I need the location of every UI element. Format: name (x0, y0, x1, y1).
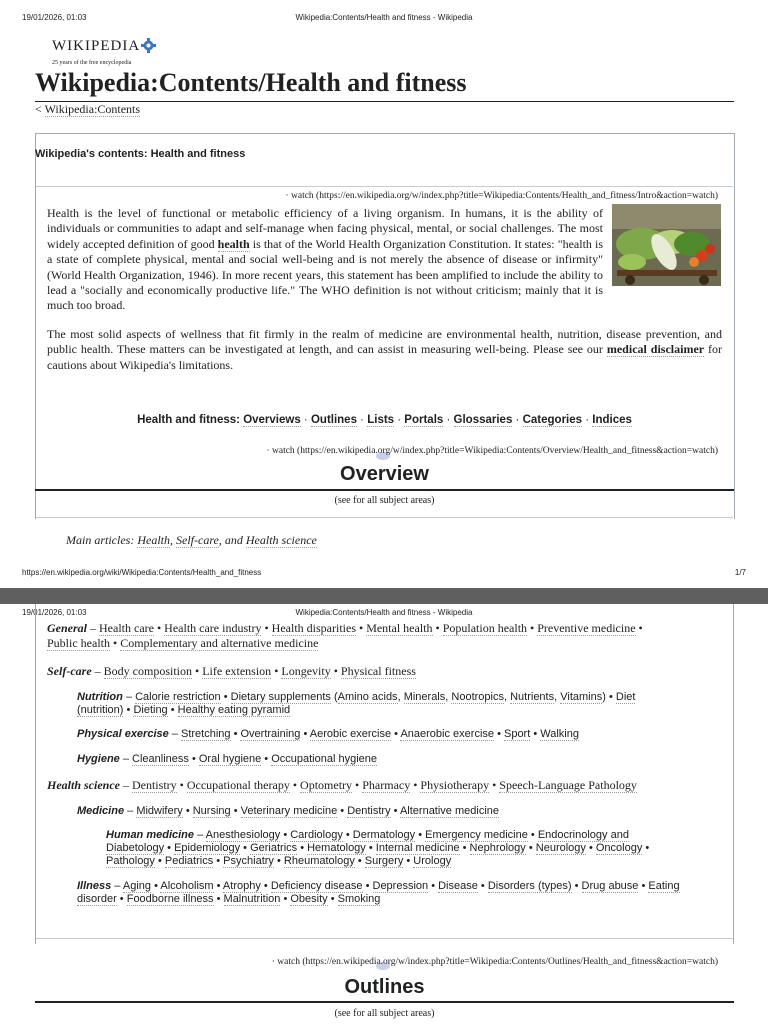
topic-link[interactable]: Aging (122, 880, 152, 892)
overview-rule (35, 489, 734, 491)
topic-link[interactable]: Depression (372, 880, 429, 892)
box-left-border (35, 604, 36, 944)
print-datetime: 19/01/2026, 01:03 (22, 13, 87, 22)
outlines-see-all[interactable]: (see for all subject areas) (334, 1008, 435, 1019)
print-page-number: 1/7 (734, 568, 746, 577)
main-article-health-science[interactable]: Health science (245, 533, 317, 547)
topic-link[interactable]: Pharmacy (362, 778, 411, 792)
box-divider (36, 186, 733, 187)
print-datetime: 19/01/2026, 01:03 (22, 608, 87, 617)
topic-link[interactable]: Stretching (180, 728, 231, 740)
topic-link[interactable]: Walking (540, 728, 579, 740)
topic-link[interactable]: Longevity (281, 664, 331, 678)
topic-label: Nutrition (77, 691, 123, 703)
topic-link[interactable]: Physical fitness (340, 664, 416, 678)
topic-link[interactable]: Sport (503, 728, 531, 740)
topic-link[interactable]: Midwifery (136, 805, 183, 817)
print-header (22, 13, 746, 22)
main-articles: Main articles: Health, Self-care, and Health science (66, 533, 317, 547)
topic-link[interactable]: Pediatrics (164, 855, 214, 867)
topic-link[interactable]: Alcoholism (160, 880, 214, 892)
topic-link[interactable]: Body composition (103, 664, 192, 678)
topic-link[interactable]: Dentistry (131, 778, 177, 792)
topic-health-science: Health science – Dentistry • Occupational therapy • Optometry • Pharmacy • Physiotherapy • Speech-Language Pathology (47, 778, 637, 792)
print-doc-title: Wikipedia:Contents/Health and fitness - Wikipedia (295, 608, 473, 617)
topic-link[interactable]: Health disparities (271, 621, 356, 635)
breadcrumb-link[interactable]: Wikipedia:Contents (44, 102, 141, 116)
topic-human-medicine-2: Diabetology • Epidemiology • Geriatrics • Hematology • Internal medicine • Nephrology • Neurology • Oncology • (106, 842, 650, 854)
topic-link[interactable]: Endocrinology and (537, 829, 629, 841)
topic-general: General – Health care • Health care industry • Health disparities • Mental health • Population health • Preventive medicine • (47, 621, 643, 635)
topic-link[interactable]: Aerobic exercise (309, 728, 392, 740)
outlines-divider (36, 938, 733, 939)
overview-heading: Overview (340, 463, 429, 485)
topic-link[interactable]: Mental health (366, 621, 433, 635)
topic-link[interactable]: Overtraining (240, 728, 301, 740)
topic-link[interactable]: Hematology (307, 842, 366, 854)
topic-link[interactable]: Disease (438, 880, 478, 892)
topic-link[interactable]: Preventive medicine (537, 621, 636, 635)
nav-outlines[interactable]: Outlines (310, 414, 357, 426)
topic-nutrition-cont: (nutrition) • Dieting • Healthy eating pyramid (77, 704, 291, 716)
topic-link[interactable]: Nephrology (469, 842, 526, 854)
topic-link[interactable]: Nootropics (451, 691, 504, 703)
cursor-highlight (376, 452, 390, 460)
print-doc-title: Wikipedia:Contents/Health and fitness - Wikipedia (295, 13, 473, 22)
topic-link[interactable]: Urology (413, 855, 452, 867)
outlines-heading: Outlines (344, 976, 425, 998)
topic-link[interactable]: Atrophy (222, 880, 261, 892)
topic-link[interactable]: Complementary and alternative medicine (120, 636, 319, 650)
logo-tagline: 25 years of the free encyclopedia (52, 60, 132, 66)
topic-link[interactable]: Amino acids (337, 691, 398, 703)
nav-overviews[interactable]: Overviews (243, 414, 301, 426)
intro-text-c: The most solid aspects of wellness that fit firmly in the realm of medicine are environmental health, nutrition, disease prevention, and public health. These matters can be investigated at length, and can assist in measuring well-being. Please see our (47, 327, 722, 357)
medical-disclaimer-link[interactable]: medical disclaimer (606, 342, 705, 357)
topic-link[interactable]: Surgery (364, 855, 404, 867)
topic-link[interactable]: Occupational therapy (186, 778, 290, 792)
hf-nav-label: Health and fitness: (137, 414, 240, 426)
print-page-2 (0, 604, 768, 1024)
contents-box-heading: Wikipedia's contents: Health and fitness (35, 148, 246, 160)
topic-link[interactable]: Dermatology (352, 829, 416, 841)
breadcrumb-prefix: < (35, 102, 45, 116)
topic-link[interactable]: Veterinary medicine (240, 805, 338, 817)
topic-link[interactable]: Cleanliness (132, 753, 189, 765)
outlines-rule (35, 1001, 734, 1003)
topic-link[interactable]: Health care (99, 621, 154, 635)
intro-text-b: is that of the World Health Organization Constitution. It states: "health is a state of complete physical, mental and social well-being and is not merely the absence of disease or infirmity" (World Health Organization, 1946). In more recent years, this statement has been amplified to include the ability to lead a "socially and economically productive life." The WHO definition is not without criticism; mainly that it is much too broad. (47, 236, 604, 313)
topic-link[interactable]: Oral hygiene (198, 753, 262, 765)
health-fitness-nav: Health and fitness: Overviews · Outlines · Lists · Portals · Glossaries · Categories · Indices (137, 414, 632, 426)
vegetable-cart-photo[interactable] (612, 204, 721, 286)
nav-categories[interactable]: Categories (522, 414, 583, 426)
topic-link[interactable]: Foodborne illness (126, 893, 214, 905)
nav-indices[interactable]: Indices (592, 414, 632, 426)
topic-link[interactable]: Minerals (403, 691, 446, 703)
topic-link[interactable]: Eating (648, 880, 680, 892)
topic-link[interactable]: Anaerobic exercise (400, 728, 495, 740)
box-right-border (733, 604, 734, 944)
topic-link[interactable]: Population health (442, 621, 528, 635)
topic-label: General (47, 621, 87, 635)
print-footer (22, 568, 746, 577)
topic-link[interactable]: Calorie restriction (135, 691, 221, 703)
intro-paragraph-2 (47, 327, 722, 373)
topic-link[interactable]: Oncology (595, 842, 643, 854)
topic-label: Human medicine (106, 829, 195, 841)
topic-label: Health science (47, 778, 120, 792)
topic-link[interactable]: Anesthesiology (205, 829, 281, 841)
topic-link[interactable]: Nutrients (510, 691, 555, 703)
topic-link[interactable]: Diet (615, 691, 636, 703)
topic-link[interactable]: disorder (77, 893, 117, 905)
topic-link[interactable]: Healthy eating pyramid (177, 704, 291, 716)
topic-link[interactable]: Malnutrition (223, 893, 281, 905)
topic-link[interactable]: Health care industry (164, 621, 262, 635)
intro-text-a: Health is the level of functional or metabolic efficiency of a living organism. In humans, it is the ability of individuals or communities to adapt and self-manage when facing physical, mental, or social challenges. The most widely accepted definition of good (47, 206, 603, 251)
topic-link[interactable]: Neurology (535, 842, 586, 854)
topic-link[interactable]: Disorders (types) (487, 880, 572, 892)
topic-link[interactable]: Speech-Language Pathology (499, 778, 637, 792)
topic-label: Physical exercise (77, 728, 169, 740)
topic-label: Illness (77, 880, 112, 892)
topic-link[interactable]: Physiotherapy (420, 778, 490, 792)
topic-label: Medicine (77, 805, 125, 817)
topic-illness: Illness – Aging • Alcoholism • Atrophy • Deficiency disease • Depression • Disease • Disorders (types) • Drug abuse • Eating (77, 880, 680, 892)
nav-portals[interactable]: Portals (404, 414, 444, 426)
topic-link[interactable]: Cardiology (290, 829, 343, 841)
cursor-highlight (376, 962, 390, 970)
topic-physical-exercise: Physical exercise – Stretching • Overtraining • Aerobic exercise • Anaerobic exercise • Sport • Walking (77, 728, 579, 740)
topic-human-medicine-3: Pathology • Pediatrics • Psychiatry • Rheumatology • Surgery • Urology (106, 855, 452, 867)
topic-link[interactable]: Public health (47, 636, 110, 650)
topic-link[interactable]: Dietary supplements (230, 691, 331, 703)
logo-wordmark: WIKIPEDIA (52, 38, 141, 54)
topic-hygiene: Hygiene – Cleanliness • Oral hygiene • Occupational hygiene (77, 753, 378, 765)
intro-paragraph-1 (47, 206, 603, 314)
main-article-health[interactable]: Health (137, 533, 170, 547)
topic-label: Self-care (47, 664, 92, 678)
topic-general-cont: Public health • Complementary and alternative medicine (47, 636, 319, 650)
topic-link[interactable]: Obesity (290, 893, 328, 905)
topic-link[interactable]: Epidemiology (174, 842, 241, 854)
nav-glossaries[interactable]: Glossaries (453, 414, 513, 426)
print-header-2 (22, 608, 746, 617)
breadcrumb (35, 102, 140, 117)
topic-link[interactable]: Alternative medicine (399, 805, 500, 817)
topic-human-medicine: Human medicine – Anesthesiology • Cardiology • Dermatology • Emergency medicine • Endocrinology and (106, 829, 629, 841)
topic-link[interactable]: Vitamins (560, 691, 603, 703)
topic-link[interactable]: Deficiency disease (270, 880, 363, 892)
topic-link[interactable]: Diabetology (106, 842, 165, 854)
topic-link[interactable]: Drug abuse (581, 880, 639, 892)
intro-text-d: for cautions about Wikipedia's limitations. (47, 342, 723, 372)
watch-overview-link[interactable]: · watch (https://en.wikipedia.org/w/index.php?title=Wikipedia:Contents/Overview/Health_and_fitness&action=watch) (266, 446, 718, 456)
topic-link[interactable]: Emergency medicine (425, 829, 528, 841)
topic-nutrition: Nutrition – Calorie restriction • Dietary supplements (Amino acids, Minerals, Nootropics, Nutrients, Vitamins) • Diet (77, 691, 636, 703)
page-title: Wikipedia:Contents/Health and fitness (35, 68, 467, 97)
topic-link[interactable]: Nursing (192, 805, 231, 817)
overview-see-all[interactable]: (see for all subject areas) (334, 495, 435, 506)
print-url: https://en.wikipedia.org/wiki/Wikipedia:Contents/Health_and_fitness (22, 568, 262, 577)
topic-link[interactable]: Life extension (202, 664, 272, 678)
topic-link[interactable]: (nutrition) (77, 704, 124, 716)
topic-link[interactable]: Smoking (337, 893, 381, 905)
topic-link[interactable]: Psychiatry (223, 855, 274, 867)
main-article-self-care[interactable]: Self-care (176, 533, 219, 547)
watch-intro-link[interactable]: · watch (https://en.wikipedia.org/w/index.php?title=Wikipedia:Contents/Health_and_fitness/Intro&action=watch) (285, 191, 718, 201)
topic-link[interactable]: Internal medicine (375, 842, 460, 854)
topic-illness-2: disorder • Foodborne illness • Malnutrition • Obesity • Smoking (77, 893, 381, 905)
topic-link[interactable]: Rheumatology (283, 855, 355, 867)
nav-lists[interactable]: Lists (367, 414, 395, 426)
watch-outlines-link[interactable]: · watch (https://en.wikipedia.org/w/index.php?title=Wikipedia:Contents/Outlines/Health_and_fitness&action=watch) (271, 957, 718, 967)
health-link[interactable]: health (217, 236, 250, 251)
topic-link[interactable]: Geriatrics (250, 842, 298, 854)
topic-medicine: Medicine – Midwifery • Nursing • Veterinary medicine • Dentistry • Alternative medicine (77, 805, 500, 817)
topic-link[interactable]: Occupational hygiene (271, 753, 378, 765)
topic-link[interactable]: Pathology (106, 855, 155, 867)
topic-label: Hygiene (77, 753, 120, 765)
topic-link[interactable]: Dentistry (347, 805, 391, 817)
topic-self-care: Self-care – Body composition • Life extension • Longevity • Physical fitness (47, 664, 416, 678)
topic-link[interactable]: Optometry (300, 778, 353, 792)
wikipedia-logo[interactable] (52, 37, 156, 66)
topic-link[interactable]: Dieting (133, 704, 168, 716)
puzzle-globe-icon (141, 38, 156, 58)
overview-divider (36, 517, 733, 518)
